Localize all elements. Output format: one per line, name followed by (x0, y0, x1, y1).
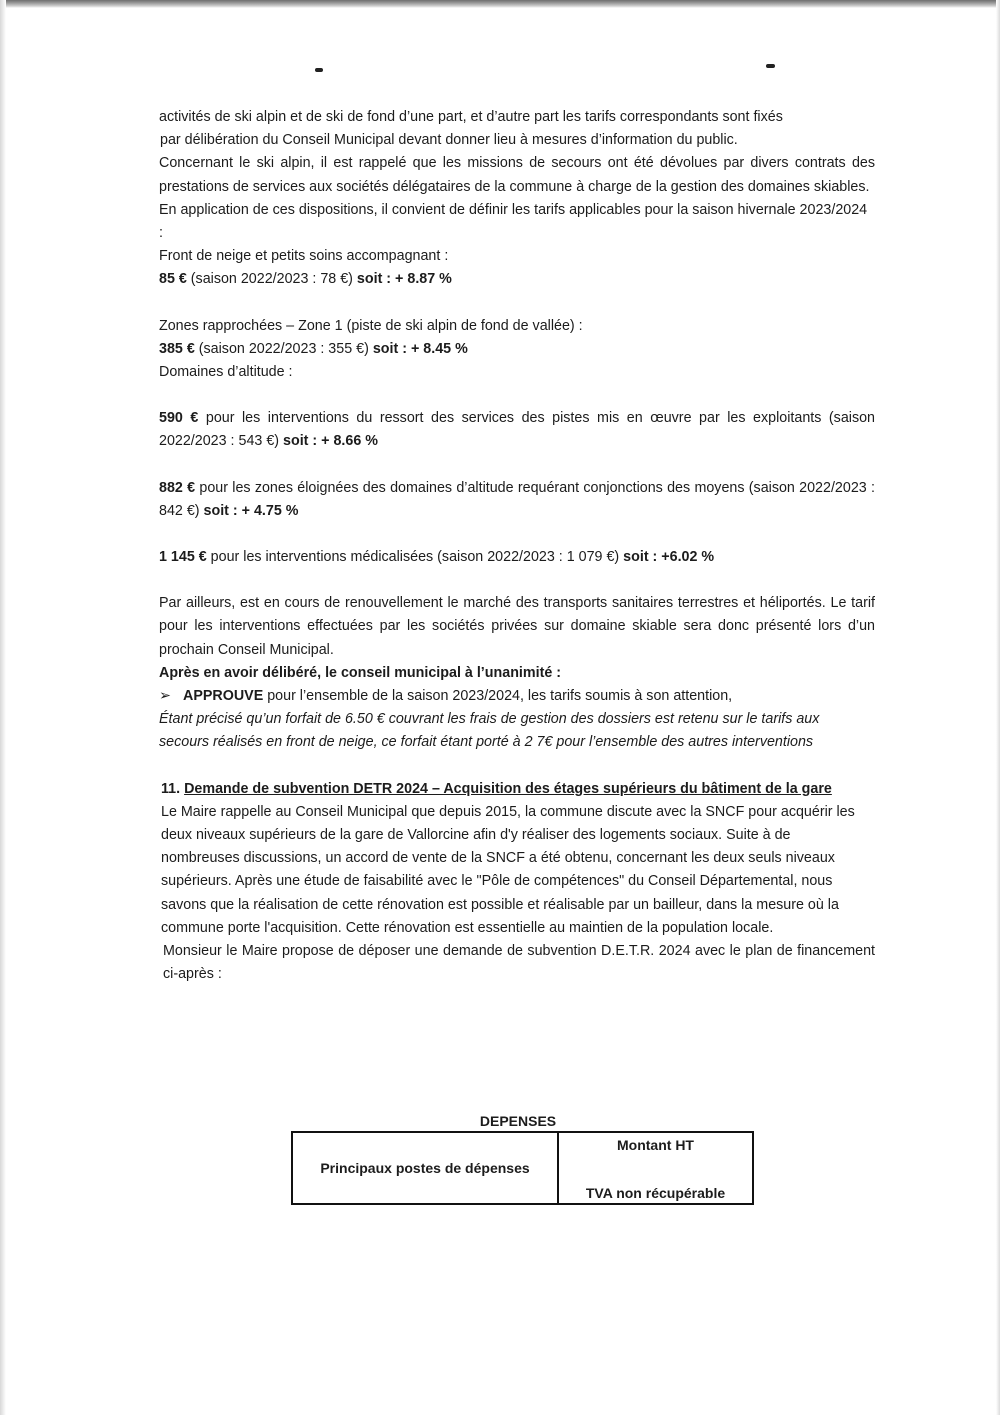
spacer (159, 569, 875, 592)
altitude-eloignees-tariff (159, 477, 875, 523)
transport-paragraph: Par ailleurs, est en cours de renouvellement le marché des transports sanitaires terrestres et héliportés. Le tarif pour les interventions effectuées par les sociétés privées sur domaine skiable sera donc présenté lors d’un prochain Conseil Municipal. (159, 595, 875, 658)
zone-1-price: 385 € (159, 340, 195, 357)
front-neige-tariff (159, 268, 875, 291)
front-neige-change: soit : + 8.87 % (356, 271, 452, 288)
intro-line-1: activités de ski alpin et de ski de fond d’une part, et d’autre part les tarifs correspondants sont fixés (159, 109, 783, 125)
section-11-number: 11. (161, 780, 181, 797)
header-montant-stack (559, 1135, 752, 1201)
medicalisees-price: 1 145 € (159, 549, 207, 566)
altitude-pistes-tariff (159, 407, 875, 453)
header-montant-cell (558, 1132, 753, 1204)
altitude-pistes-text: pour les interventions du ressort des services des pistes mis en œuvre par les exploitants (saison 2022/2023 : 543 €) (159, 410, 876, 450)
header-tva-non-recuperable: TVA non récupérable (585, 1185, 726, 1201)
section-11-proposal: Monsieur le Maire propose de déposer une demande de subvention D.E.T.R. 2024 avec le plan de financement ci-après : (163, 943, 875, 983)
depenses-table (291, 1131, 754, 1205)
scan-right-edge (996, 0, 1000, 1415)
table-row (292, 1132, 753, 1204)
spacer (159, 292, 875, 315)
approve-text: pour l’ensemble de la saison 2023/2024, les tarifs soumis à son attention, (263, 688, 733, 705)
medicalisees-tariff (159, 546, 875, 569)
section-11-paragraph: Le Maire rappelle au Conseil Municipal que depuis 2015, la commune discute avec la SNCF pour acquérir les deux niveaux supérieurs de la gare de Vallorcine afin d'y réaliser des logements sociaux. Suite à de nombreuses discussions, un accord de vente de la SNCF a été obtenu, concernant les deux seuls niveaux supérieurs. Après une étude de faisabilité avec le "Pôle de compétences" du Conseil Départemental, nous savons que la réalisation de cette rénovation est possible et réalisable par un bailleur, dans la mesure où la commune porte l'acquisition. Cette rénovation est essentielle au maintien de la population locale. (161, 803, 855, 936)
document-body (159, 106, 875, 987)
scan-top-edge (0, 0, 1000, 8)
spacer (159, 755, 875, 778)
altitude-eloignees-text: pour les zones éloignées des domaines d’altitude requérant conjonctions des moyens (saison 2022/2023 : 842 €) (159, 479, 875, 519)
altitude-label: Domaines d’altitude : (159, 364, 293, 381)
section-11-title (159, 778, 875, 801)
header-montant-ht: Montant HT (617, 1137, 694, 1153)
spacer (159, 384, 875, 407)
zone-1-label: Zones rapprochées – Zone 1 (piste de ski alpin de fond de vallée) : (159, 317, 583, 334)
decision-heading: Après en avoir délibéré, le conseil municipal à l’unanimité : (159, 664, 562, 681)
medicalisees-text: pour les interventions médicalisées (saison 2022/2023 : 1 079 €) (206, 549, 624, 566)
altitude-pistes-change: soit : + 8.66 % (283, 433, 378, 450)
altitude-eloignees-price: 882 € (159, 479, 196, 496)
depenses-caption: DEPENSES (479, 1113, 557, 1129)
approve-line (159, 685, 875, 708)
scan-speck (315, 68, 323, 72)
arrow-bullet-icon: ➢ (159, 688, 171, 705)
header-principaux-postes: Principaux postes de dépenses (292, 1132, 558, 1204)
front-neige-label: Front de neige et petits soins accompagnant : (159, 248, 449, 265)
section-11-heading: Demande de subvention DETR 2024 – Acquisition des étages supérieurs du bâtiment de la gare (184, 780, 832, 797)
ski-alpin-paragraph: Concernant le ski alpin, il est rappelé que les missions de secours ont été dévolues par divers contrats des prestations de services aux sociétés délégataires de la commune à charge de la gestion des domaines skiables. (159, 155, 875, 195)
spacer (159, 454, 875, 477)
medicalisees-change: soit : +6.02 % (623, 549, 715, 566)
zone-1-previous: (saison 2022/2023 : 355 €) (194, 340, 373, 357)
approve-word: APPROUVE (183, 688, 264, 705)
scan-speck (766, 64, 775, 68)
spacer (159, 523, 875, 546)
altitude-eloignees-change: soit : + 4.75 % (203, 502, 299, 519)
altitude-pistes-price: 590 € (159, 410, 199, 427)
front-neige-price: 85 € (159, 271, 187, 288)
zone-1-tariff (159, 338, 875, 361)
zone-1-change: soit : + 8.45 % (372, 340, 468, 357)
forfait-note: Étant précisé qu’un forfait de 6.50 € couvrant les frais de gestion des dossiers est retenu sur le tarifs aux secours réalisés en front de neige, ce forfait étant porté à 2 7€ pour l’ensemble des autres interventions (159, 711, 820, 751)
intro-line-2: par délibération du Conseil Municipal devant donner lieu à mesures d’information du public. (160, 132, 738, 149)
scan-left-edge (0, 0, 6, 1415)
depenses-table-area (291, 1111, 755, 1205)
application-paragraph: En application de ces dispositions, il convient de définir les tarifs applicables pour la saison hivernale 2023/2024 : (159, 201, 868, 242)
front-neige-previous: (saison 2022/2023 : 78 €) (186, 271, 357, 288)
